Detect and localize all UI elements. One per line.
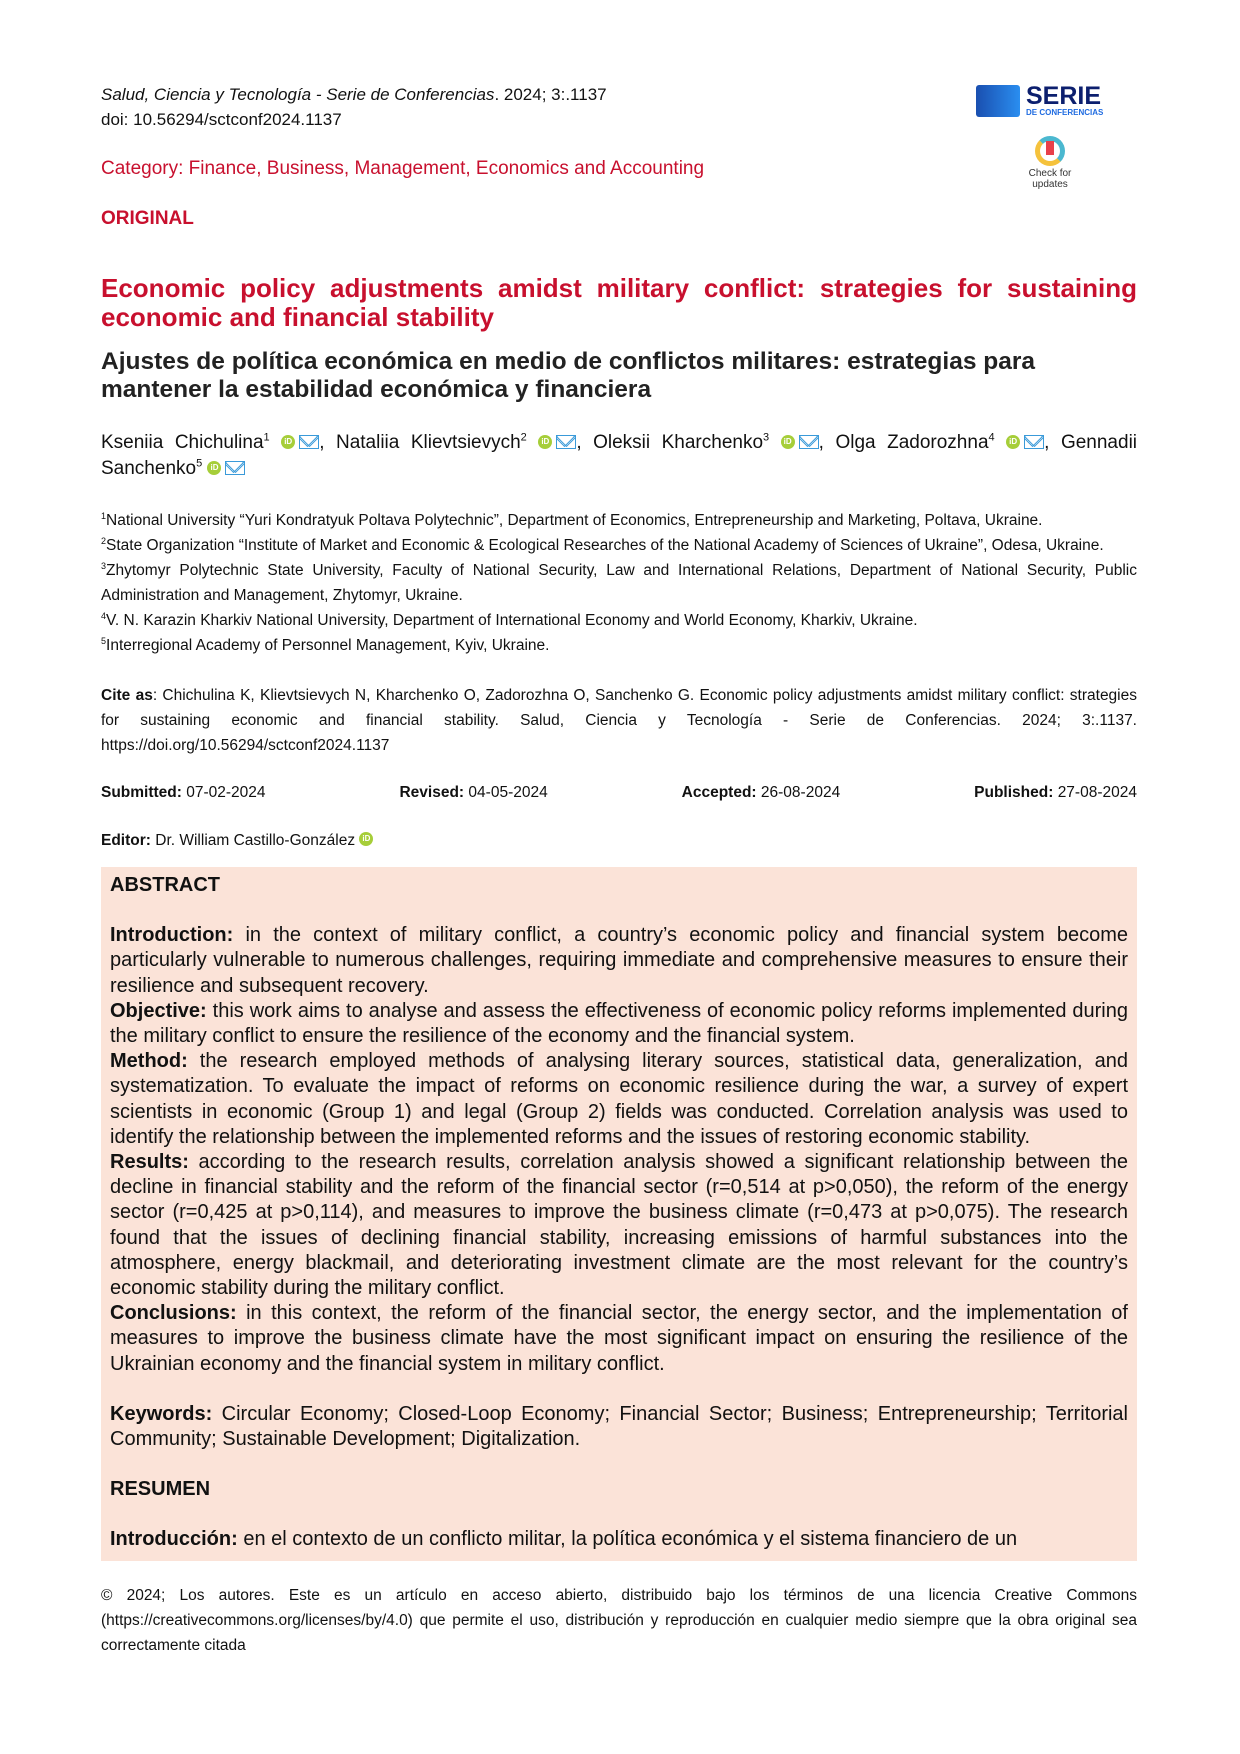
category: Category: Finance, Business, Management, Economics and Accounting [101,158,705,179]
dates-row [101,782,1137,804]
author[interactable]: Nataliia Klievtsievych$^2$ [335,431,527,453]
affiliation: $^1$National University “Yuri Kondratyuk Poltava Polytechnic”, Department of Economics, Entrepreneurship and Marketing, Poltava, Ukraine. [101,510,1043,529]
date-revised: Revised: 04-05-2024 [399,784,548,801]
orcid-icon[interactable]: iD [538,435,552,449]
abstract-introduction: Introduction: in the context of military conflict, a country’s economic policy and financial system become particularly vulnerable to numerous challenges, requiring immediate and comprehensive measures to ensure their resilience and subsequent recovery. [110,924,1128,997]
journal-header [101,82,881,132]
author[interactable]: Oleksii Kharchenko$^3$ [593,431,770,453]
bookmark-icon [1035,136,1065,166]
date-published: Published: 27-08-2024 [974,784,1137,801]
date-accepted: Accepted: 26-08-2024 [681,784,841,801]
article-title: Economic policy adjustments amidst military conflict: strategies for sustaining economic and financial stability [101,273,1137,332]
abstract-objective: Objective: this work aims to analyse and assess the effectiveness of economic policy reforms implemented during the military conflict to ensure the resilience of the economy and the financial system. [110,999,1128,1048]
orcid-icon[interactable]: iD [1006,435,1020,449]
cite-text: : Chichulina K, Klievtsievych N, Kharchenko O, Zadorozhna O, Sanchenko G. Economic policy adjustments amidst military conflict: strategies for sustaining economic and financial stability. Salud, Ciencia y Tecnología - Serie de Conferencias. 2024; 3:.1137. https://doi.org/10.56294/sctconf2024.1137 [101,687,1137,754]
editor: Editor: Dr. William Castillo-González iD [101,828,1137,853]
orcid-icon[interactable]: iD [207,461,221,475]
abstract-heading: ABSTRACT [110,874,220,896]
author[interactable]: Olga Zadorozhna$^4$ [835,431,995,453]
check-for-updates[interactable] [1015,136,1085,190]
email-icon[interactable] [556,435,576,449]
logo-text: SERIE [1026,82,1102,110]
abstract-method: Method: the research employed methods of analysing literary sources, statistical data, generalization, and systematization. To evaluate the impact of reforms on economic resilience during the war, a survey of expert scientists in economic (Group 1) and legal (Group 2) fields was conducted. Correlation analysis was used to identify the relationship between the implemented reforms and the issues of restoring economic stability. [110,1050,1128,1148]
abstract-conclusions: Conclusions: in this context, the reform of the financial sector, the energy sector, and the implementation of measures to improve the business climate have the most significant impact on ensuring the resilience of the Ukrainian economy and the financial system in military conflict. [110,1302,1128,1375]
article-type: ORIGINAL [101,208,194,229]
resumen-introduccion: Introducción: en el contexto de un conflicto militar, la política económica y el sistema financiero de un [110,1528,1018,1551]
author-list: Kseniia Chichulina$^1$ iD , Nataliia Klievtsievych$^2$ iD , Oleksii Kharchenko$^3$ iD , Olga Zadorozhna$^4$ iD , Gennadii Sanchenko$^5$ iD [101,431,1138,479]
abstract-box [101,867,1137,1561]
affiliation: $^4$V. N. Karazin Kharkiv National University, Department of International Economy and World Economy, Kharkiv, Ukraine. [101,610,918,629]
author[interactable]: Kseniia Chichulina$^1$ [101,431,270,453]
book-icon [976,85,1020,117]
license-footer: © 2024; Los autores. Este es un artículo en acceso abierto, distribuido bajo los términos de una licencia Creative Commons (https://creativecommons.org/licenses/by/4.0) que permite el uso, distribución y reproducción en cualquier medio siempre que la obra original sea correctamente citada [101,1586,1137,1654]
check-updates-label: Check for updates [1028,168,1072,190]
editor-name: Dr. William Castillo-González [155,832,356,849]
affiliations [101,508,1137,658]
logo-subtext: DE CONFERENCIAS [1026,108,1104,117]
email-icon[interactable] [299,435,319,449]
email-icon[interactable] [225,461,245,475]
email-icon[interactable] [1024,435,1044,449]
orcid-icon[interactable]: iD [781,435,795,449]
orcid-icon[interactable]: iD [281,435,295,449]
article-title-es: Ajustes de política económica en medio de conflictos militares: estrategias para mantener la estabilidad económica y financiera [101,348,1036,403]
doi[interactable]: doi: 10.56294/sctconf2024.1137 [101,110,342,129]
series-logo [976,84,1126,118]
author[interactable]: Gennadii Sanchenko$^5$ [101,432,1138,479]
abstract-results: Results: according to the research results, correlation analysis showed a significant relationship between the decline in financial stability and the reform of the financial sector (r=0,514 at p>0,050), the reform of the energy sector (r=0,425 at p>0,114), and measures to improve the business climate (r=0,473 at p>0,075). The research found that the issues of declining financial stability, increasing emissions of harmful substances into the atmosphere, energy blackmail, and deteriorating investment climate are the most relevant for the country’s economic stability during the military conflict. [110,1151,1128,1300]
email-icon[interactable] [799,435,819,449]
keywords: Keywords: Circular Economy; Closed-Loop Economy; Financial Sector; Business; Entrepreneurship; Territorial Community; Sustainable Development; Digitalization. [110,1402,1128,1451]
affiliation: $^5$Interregional Academy of Personnel Management, Kyiv, Ukraine. [101,635,550,654]
affiliation: $^3$Zhytomyr Polytechnic State University, Faculty of National Security, Law and International Relations, Department of National Security, Public Administration and Management, Zhytomyr, Ukraine. [101,560,1137,604]
journal-volume: . 2024; 3:.1137 [494,85,607,104]
orcid-icon[interactable]: iD [359,832,373,846]
cite-as [101,683,1137,758]
cite-label: Cite as [101,687,153,704]
resumen-heading: RESUMEN [110,1478,211,1501]
journal-name: Salud, Ciencia y Tecnología - Serie de Conferencias [101,85,495,104]
date-submitted: Submitted: 07-02-2024 [101,784,266,801]
affiliation: $^2$State Organization “Institute of Market and Economic & Ecological Researches of the National Academy of Sciences of Ukraine”, Odesa, Ukraine. [101,535,1104,554]
